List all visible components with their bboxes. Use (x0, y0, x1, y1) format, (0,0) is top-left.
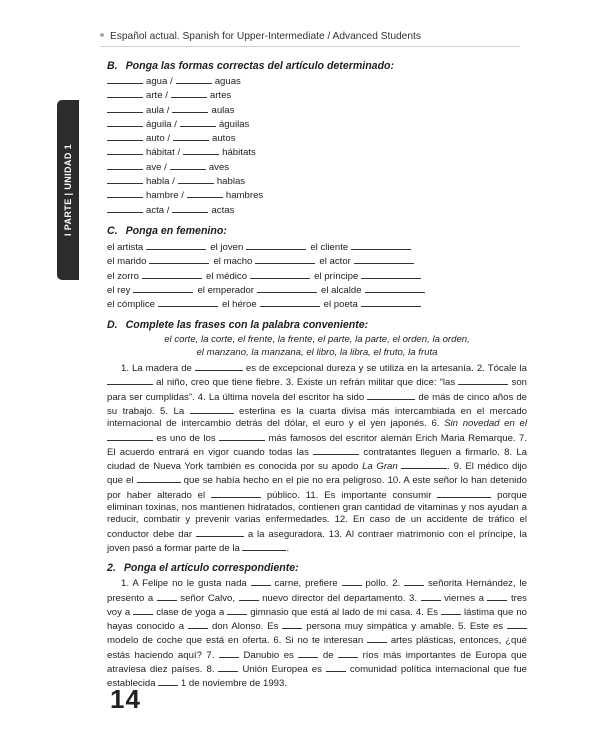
answer-blank[interactable] (158, 297, 218, 307)
answer-blank[interactable] (107, 431, 153, 441)
answer-blank[interactable] (219, 648, 239, 658)
answer-blank[interactable] (367, 633, 387, 643)
answer-blank[interactable] (239, 591, 259, 601)
section-c (107, 225, 527, 311)
answer-blank[interactable] (227, 605, 247, 615)
list-item: hábitat / hábitats (107, 145, 527, 159)
answer-blank[interactable] (437, 488, 491, 498)
table-row: el zorro el médico el príncipe (107, 269, 527, 283)
answer-blank[interactable] (173, 131, 209, 141)
answer-blank[interactable] (170, 160, 206, 170)
answer-blank[interactable] (180, 117, 216, 127)
answer-blank[interactable] (133, 605, 153, 615)
list-item: habla / hablas (107, 174, 527, 188)
answer-blank[interactable] (487, 591, 507, 601)
answer-blank[interactable] (107, 103, 143, 113)
answer-blank[interactable] (255, 254, 315, 264)
section-b (107, 60, 527, 217)
book-title: Español actual. Spanish for Upper-Intermediate / Advanced Students (110, 31, 421, 42)
answer-blank[interactable] (171, 88, 207, 98)
answer-blank[interactable] (242, 541, 286, 551)
answer-blank[interactable] (137, 473, 181, 483)
answer-blank[interactable] (142, 269, 202, 279)
article-exercise-list (107, 74, 527, 217)
answer-blank[interactable] (365, 283, 425, 293)
feminine-exercise-grid (107, 240, 527, 311)
answer-blank[interactable] (172, 203, 208, 213)
answer-blank[interactable] (260, 297, 320, 307)
answer-blank[interactable] (107, 203, 143, 213)
page-content (107, 60, 527, 691)
section-2 (107, 562, 527, 690)
answer-blank[interactable] (107, 174, 143, 184)
answer-blank[interactable] (172, 103, 208, 113)
running-header (100, 31, 520, 47)
table-row: el rey el emperador el alcalde (107, 283, 527, 297)
table-row: el cómplice el héroe el poeta (107, 297, 527, 311)
answer-blank[interactable] (313, 445, 359, 455)
side-tab-label: I PARTE | UNIDAD 1 (63, 143, 73, 237)
answer-blank[interactable] (107, 117, 143, 127)
list-item: acta / actas (107, 203, 527, 217)
answer-blank[interactable] (219, 431, 265, 441)
answer-blank[interactable] (107, 88, 143, 98)
section-c-heading: C. Ponga en femenino: (107, 224, 227, 237)
answer-blank[interactable] (187, 188, 223, 198)
exercise-d-paragraph: 1. La madera de es de excepcional dureza y se utiliza en la artesanía. 2. Tócale la al niño, creo que tiene fiebre. 3. Existe un refrán militar que dice: “las son para ser cumplidas”. 4. La última novela del escritor ha sido de más de cinco años de su trabajo. 5. La esterlina es la cuarta divisa más intercambiada en el mercado internacional de intercambio detrás del dólar, el euro y el yen japonés. 6. Sin novedad en el es uno de los más famosos del escritor alemán Erich Maria Remarque. 7. El acuerdo entrará en vigor cuando todas las contratantes lleguen a firmarlo. 8. La ciudad de Nueva York también es conocida por su apodo La Gran . 9. El médico dijo que el que se había hecho en el pie no era peligroso. 10. A este señor lo han detenido por haber alterado el público. 11. Es importante consumir porque eliminan toxinas, nos mantienen hidratados, contienen gran cantidad de vitaminas y nos ayudan a reducir, combatir y prevenir varias enfermedades. 12. En caso de un accidente de tráfico el conductor debe dar a la aseguradora. 13. Al contraer matrimonio con el príncipe, la joven pasó a formar parte de la . (107, 363, 528, 554)
answer-blank[interactable] (354, 254, 414, 264)
answer-blank[interactable] (351, 240, 411, 250)
answer-blank[interactable] (367, 390, 415, 400)
answer-blank[interactable] (107, 131, 143, 141)
answer-blank[interactable] (158, 676, 178, 686)
answer-blank[interactable] (250, 269, 310, 279)
answer-blank[interactable] (149, 254, 209, 264)
answer-blank[interactable] (190, 404, 234, 414)
list-item: águila / águilas (107, 117, 527, 131)
answer-blank[interactable] (404, 576, 424, 586)
page-number: 14 (110, 684, 141, 714)
answer-blank[interactable] (251, 576, 271, 586)
answer-blank[interactable] (107, 188, 143, 198)
answer-blank[interactable] (178, 174, 214, 184)
answer-blank[interactable] (107, 375, 153, 385)
answer-blank[interactable] (176, 74, 212, 84)
bullet-dot-icon (100, 33, 104, 37)
answer-blank[interactable] (183, 145, 219, 155)
side-tab (57, 100, 79, 280)
answer-blank[interactable] (157, 591, 177, 601)
answer-blank[interactable] (195, 361, 243, 371)
answer-blank[interactable] (218, 662, 238, 672)
answer-blank[interactable] (246, 240, 306, 250)
answer-blank[interactable] (338, 648, 358, 658)
list-item: aula / aulas (107, 103, 527, 117)
table-row: el artista el joven el cliente (107, 240, 527, 254)
list-item: arte / artes (107, 88, 527, 102)
word-bank (107, 334, 527, 359)
list-item: hambre / hambres (107, 188, 527, 202)
answer-blank[interactable] (361, 269, 421, 279)
list-item: ave / aves (107, 160, 527, 174)
answer-blank[interactable] (441, 605, 461, 615)
answer-blank[interactable] (133, 283, 193, 293)
answer-blank[interactable] (361, 297, 421, 307)
section-d (107, 319, 527, 555)
answer-blank[interactable] (107, 145, 143, 155)
section-b-heading: B. Ponga las formas correctas del artículo determinado: (107, 60, 395, 72)
answer-blank[interactable] (257, 283, 317, 293)
list-item: auto / autos (107, 131, 527, 145)
answer-blank[interactable] (326, 662, 346, 672)
answer-blank[interactable] (421, 591, 441, 601)
answer-blank[interactable] (282, 619, 302, 629)
answer-blank[interactable] (507, 619, 527, 629)
exercise-2-paragraph: 1. A Felipe no le gusta nada carne, prefiere pollo. 2. señorita Hernández, le presento a señor Calvo, nuevo director del departamento. 3. viernes a tres voy a clase de yoga a gimnasio que está al lado de mi casa. 4. Es lástima que no hayas conocido a don Alonso. Es persona muy simpática y amable. 5. Este es modelo de coche que está en oferta. 6. Si no te interesan artes plásticas, entonces, ¿qué estás haciendo aquí? 7. Danubio es de ríos más importantes de Europa que atraviesa diez países. 8. Unión Europea es comunidad política internacional que fue establecida 1 de noviembre de 1993. (107, 578, 528, 690)
answer-blank[interactable] (107, 74, 143, 84)
answer-blank[interactable] (107, 160, 143, 170)
word-bank-line: el corte, la corte, el frente, la frente, el parte, la parte, el orden, la orden, (164, 334, 470, 346)
answer-blank[interactable] (401, 459, 447, 469)
table-row: el marido el macho el actor (107, 254, 527, 268)
list-item: agua / aguas (107, 74, 527, 88)
answer-blank[interactable] (298, 648, 318, 658)
answer-blank[interactable] (342, 576, 362, 586)
answer-blank[interactable] (211, 488, 261, 498)
section-d-heading: D. Complete las frases con la palabra conveniente: (107, 319, 369, 332)
word-bank-line: el manzano, la manzana, el libro, la libra, el fruto, la fruta (196, 346, 438, 358)
answer-blank[interactable] (196, 527, 244, 537)
answer-blank[interactable] (188, 619, 208, 629)
section-2-heading: 2. Ponga el artículo correspondiente: (107, 562, 299, 575)
answer-blank[interactable] (458, 375, 508, 385)
answer-blank[interactable] (146, 240, 206, 250)
